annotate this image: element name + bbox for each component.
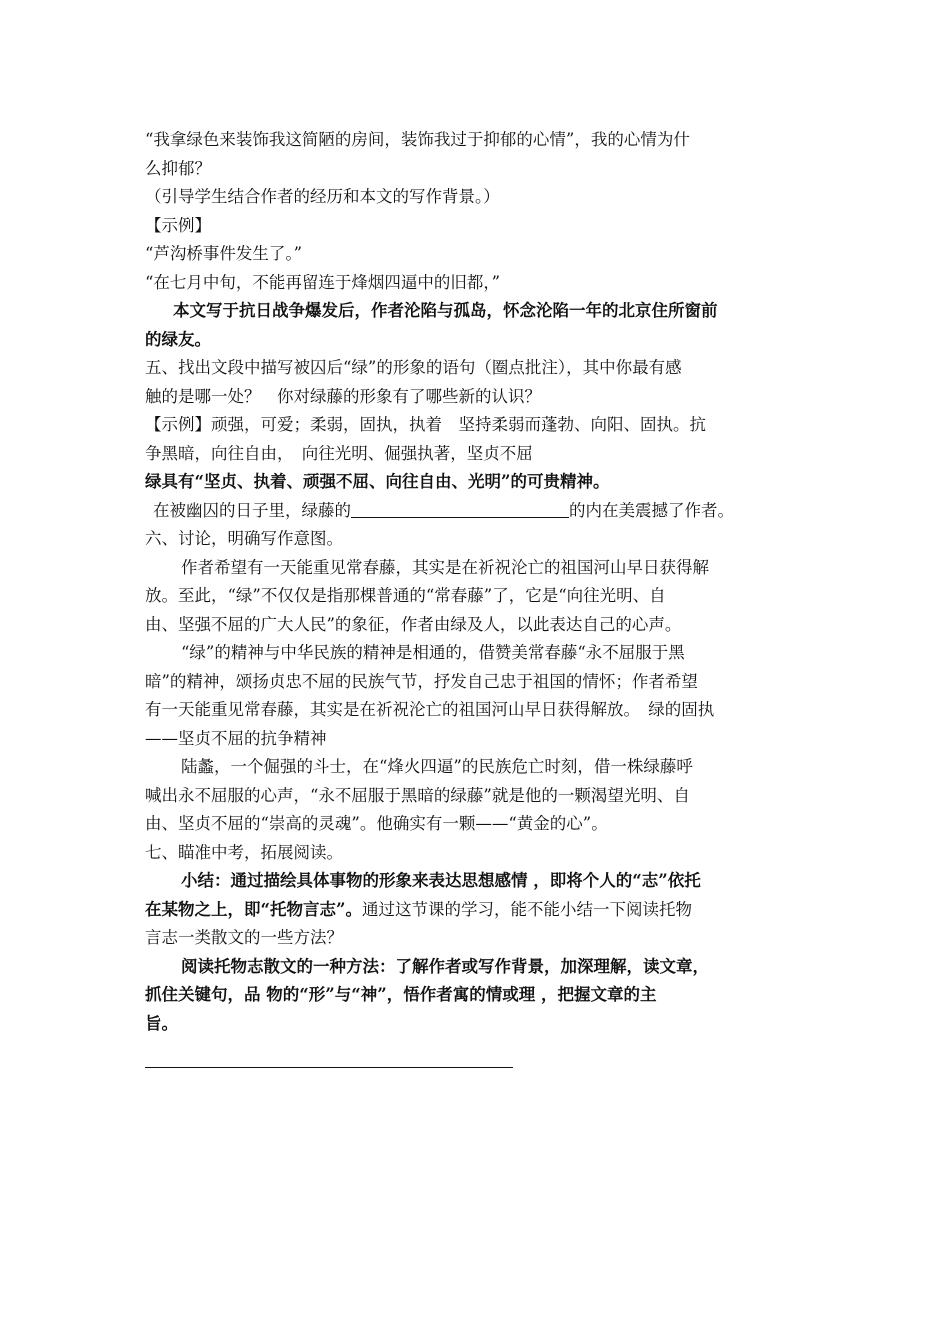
text-line-l12: 争黑暗，向往自由， 向往光明、倔强执著，坚贞不屈 xyxy=(145,443,533,463)
section-four xyxy=(145,126,805,497)
text-line-m12: 七、瞄准中考，拓展阅读。 xyxy=(145,842,343,862)
text-line-m09: 陆蠡，一个倔强的斗士，在“烽火四逼”的民族危亡时刻，借一株绿藤呼 xyxy=(181,757,693,776)
text-line-l05: “芦沟桥事件发生了。” xyxy=(145,244,303,263)
text-line-m03: 放。至此，“绿”不仅仅是指那棵普通的“常春藤”了，它是“向往光明、自 xyxy=(145,586,666,605)
text-line-m01: 六、讨论，明确写作意图。 xyxy=(145,529,343,548)
summary-line-2 xyxy=(145,896,805,925)
text-line-l10: 触的是哪一处？ 你对绿藤的形象有了哪些新的认识？ xyxy=(145,386,541,406)
text-line-l03: （引导学生结合作者的经历和本文的写作背景。） xyxy=(145,187,500,206)
summary-normal-text: 通过这节课的学习，能不能小结一下阅读托物 xyxy=(361,899,692,919)
text-line-m07: 有一天能重见常春藤，其实是在祈祝沦亡的祖国河山早日获得解放。 绿的固执 xyxy=(145,700,715,719)
summary-line-1: 小结：通过描绘具体事物的形象来表达思想感情 ，即将个人的“志”依托 xyxy=(181,871,701,890)
text-line-l07: 本文写于抗日战争爆发后，作者沦陷与孤岛，怀念沦陷一年的北京住所窗前 xyxy=(173,301,718,320)
answer-blank[interactable] xyxy=(351,499,569,518)
text-line-m10: 喊出永不屈服的心声，“永不屈服于黑暗的绿藤”就是他的一颗渴望光明、自 xyxy=(145,785,690,805)
text-line-m11: 由、坚贞不屈的“崇高的灵魂”。他确实有一颗——“黄金的心”。 xyxy=(145,814,608,833)
reading-method xyxy=(145,953,805,1039)
blank-after-text: 的内在美震撼了作者。 xyxy=(569,500,734,520)
text-line-m02: 作者希望有一天能重见常春藤，其实是在祈祝沦亡的祖国河山早日获得解 xyxy=(181,557,709,577)
text-line-l06: “在七月中旬，不能再留连于烽烟四逼中的旧都，” xyxy=(145,272,501,292)
fill-in-blank-line xyxy=(145,497,805,526)
footnote-divider xyxy=(145,1067,513,1068)
document-body xyxy=(145,126,805,1038)
text-line-m04: 由、坚强不屈的广大人民”的象征，作者由绿及人，以此表达自己的心声。 xyxy=(145,614,682,634)
text-line-m05: “绿”的精神与中华民族的精神是相通的，借赞美常春藤“永不屈服于黑 xyxy=(181,643,685,662)
text-line-m08: ——坚贞不屈的抗争精神 xyxy=(145,728,327,748)
text-line-n01: 阅读托物志散文的一种方法：了解作者或写作背景，加深理解，读文章， xyxy=(181,956,709,976)
summary-line-3: 言志一类散文的一些方法？ xyxy=(145,928,343,947)
blank-before-text: 在被幽囚的日子里，绿藤的 xyxy=(153,500,351,520)
text-line-l08: 的绿友。 xyxy=(145,329,211,349)
text-line-m06: 暗”的精神，颂扬贞忠不屈的民族气节，抒发自己忠于祖国的情怀；作者希望 xyxy=(145,671,698,691)
text-line-l02: 么抑郁？ xyxy=(145,158,211,178)
text-line-n03: 旨。 xyxy=(145,1013,178,1033)
text-line-n02: 抓住关键句，品 物的“形”与“神”，悟作者寓的情或理 ，把握文章的主 xyxy=(145,985,657,1004)
text-line-l13: 绿具有“坚贞、执着、顽强不屈、向往自由、光明”的可贵精神。 xyxy=(145,472,610,491)
text-line-l09: 五、找出文段中描写被囚后“绿”的形象的语句（圈点批注），其中你最有感 xyxy=(145,358,682,377)
text-line-l11: 【示例】顽强，可爱；柔弱，固执，执着 坚持柔弱而蓬勃、向阳、固执。抗 xyxy=(145,415,706,434)
text-line-l04: 【示例】 xyxy=(145,215,211,235)
summary-bold-text: 在某物之上，即“托物言志”。 xyxy=(145,899,362,919)
text-line-l01: “我拿绿色来装饰我这简陋的房间，装饰我过于抑郁的心情”，我的心情为什 xyxy=(145,130,690,149)
sections-six-seven xyxy=(145,525,805,867)
